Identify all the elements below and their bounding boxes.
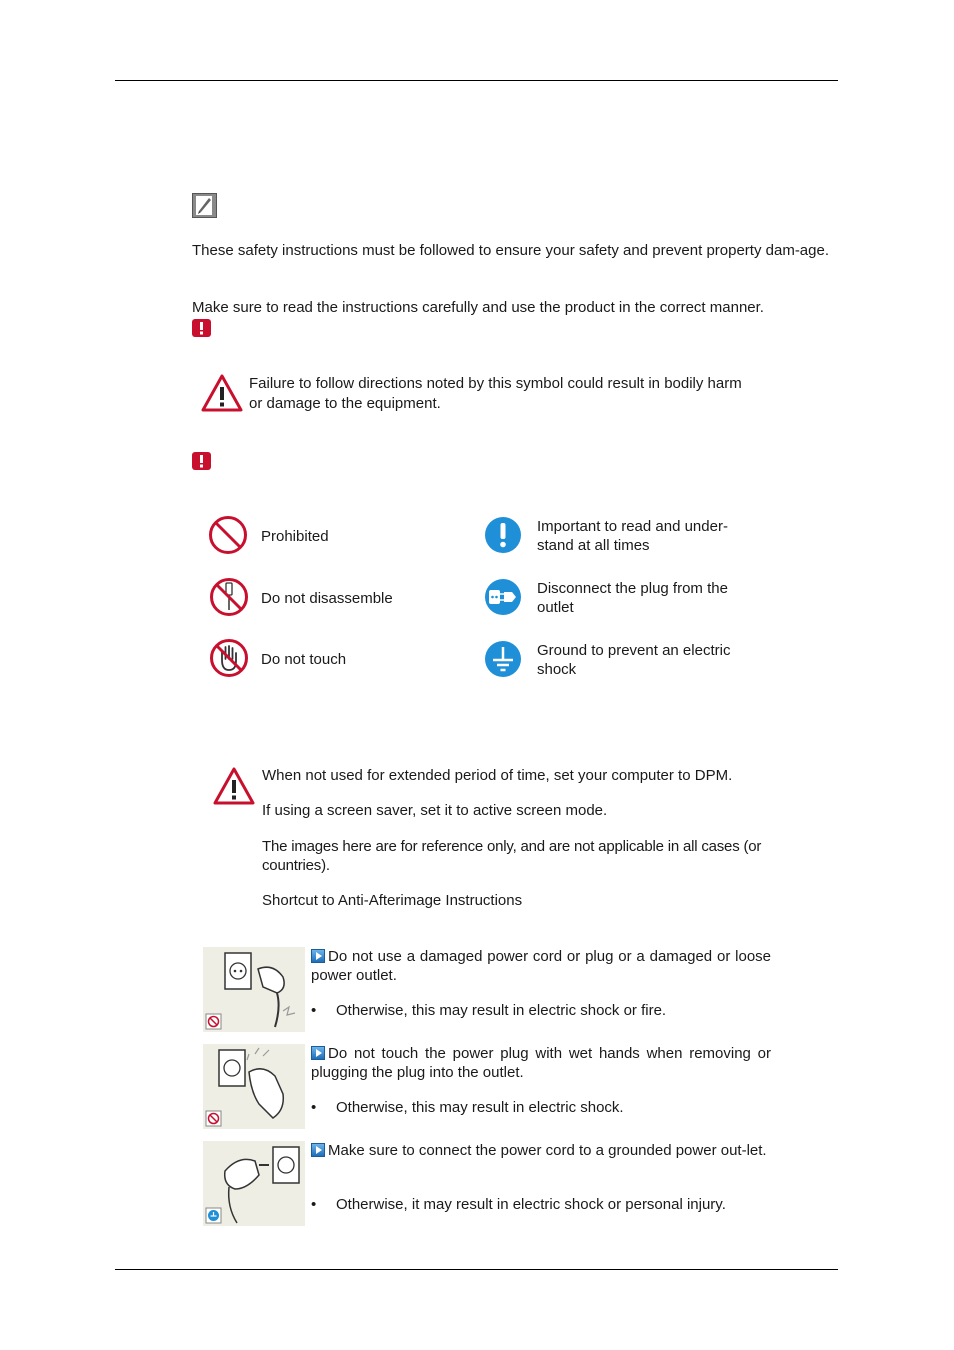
do-not-touch-label: Do not touch (261, 651, 347, 668)
important-icon (484, 516, 522, 554)
arrow-icon (311, 949, 325, 963)
do-not-disassemble-label: Do not disassemble (261, 590, 393, 607)
anti-afterimage-link[interactable]: Shortcut to Anti-Afterimage Instructions (262, 892, 523, 909)
item-1-bullet: • Otherwise, this may result in electric shock or fire. (311, 1002, 667, 1019)
prohibited-icon (208, 515, 248, 555)
caution-triangle-icon (200, 373, 244, 413)
note-reference: The images here are for reference only, and are not applicable in all cases (or countries). (262, 838, 762, 874)
damaged-cord-illustration (203, 947, 305, 1032)
warning-mark-icon (192, 319, 211, 337)
intro-paragraph-1: These safety instructions must be followed to ensure your safety and prevent property dam-age. (192, 242, 830, 259)
disconnect-plug-icon (484, 578, 522, 616)
note-dpm: When not used for extended period of time, set your computer to DPM. (262, 767, 733, 784)
arrow-icon (311, 1143, 325, 1157)
intro-paragraph-2: Make sure to read the instructions carefully and use the product in the correct manner. (192, 299, 764, 316)
grounded-outlet-illustration (203, 1141, 305, 1226)
item-2-bullet: • Otherwise, this may result in electric shock. (311, 1099, 624, 1116)
item-3-bullet: • Otherwise, it may result in electric shock or personal injury. (311, 1196, 726, 1213)
caution-text: Failure to follow directions noted by this symbol could result in bodily harm or damage to the equipment. (249, 375, 742, 412)
warning-mark-icon (192, 452, 211, 470)
note-screen-saver: If using a screen saver, set it to active screen mode. (262, 802, 608, 819)
item-2-text: Do not touch the power plug with wet hands when removing or plugging the plug into the outlet. (311, 1045, 771, 1081)
footer-rule (115, 1269, 838, 1270)
prohibited-label: Prohibited (261, 528, 329, 545)
disconnect-plug-label: Disconnect the plug from the outlet (537, 580, 728, 616)
do-not-disassemble-icon (209, 577, 249, 617)
item-1-text: Do not use a damaged power cord or plug or a damaged or loose power outlet. (311, 948, 771, 984)
item-3-text: Make sure to connect the power cord to a grounded power out-let. (311, 1141, 771, 1160)
note-icon (192, 193, 217, 218)
ground-icon (484, 640, 522, 678)
arrow-icon (311, 1046, 325, 1060)
caution-triangle-icon (212, 766, 256, 806)
do-not-touch-icon (209, 638, 249, 678)
header-rule (115, 80, 838, 81)
wet-hands-illustration (203, 1044, 305, 1129)
ground-label: Ground to prevent an electric shock (537, 642, 731, 678)
important-label: Important to read and under-stand at all times (537, 518, 728, 554)
